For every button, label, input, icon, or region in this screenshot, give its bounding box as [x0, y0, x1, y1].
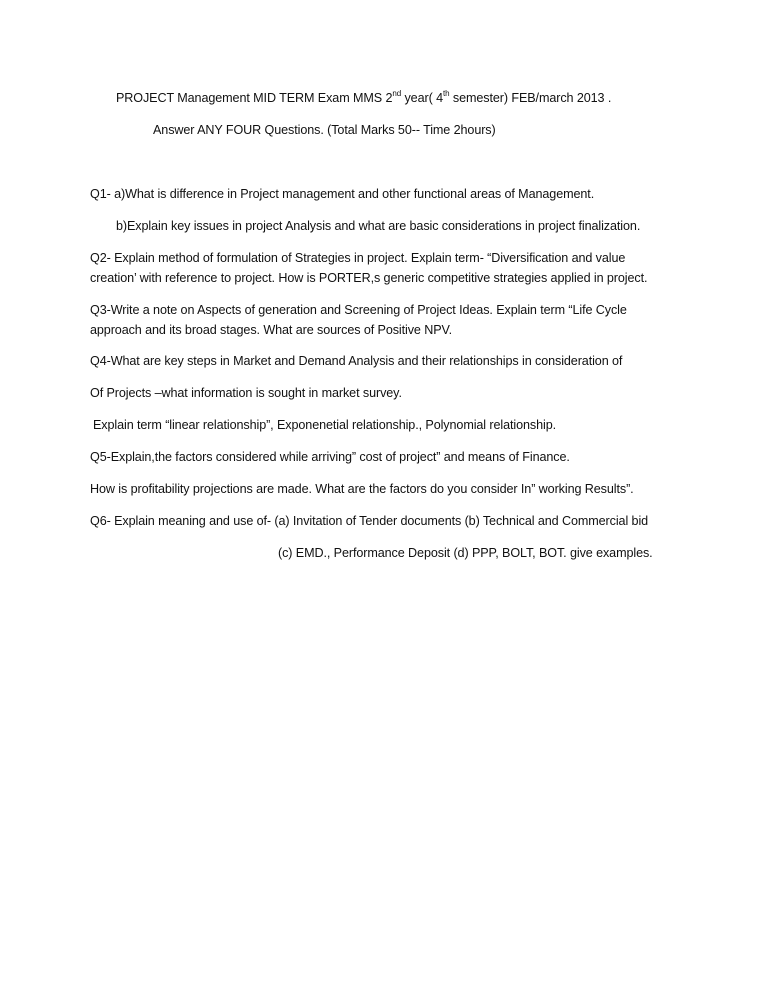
- title-text-2: year( 4: [401, 91, 443, 105]
- title-superscript-2: th: [442, 88, 450, 98]
- question-4-line-2: Of Projects –what information is sought in market survey.: [90, 386, 402, 400]
- exam-instructions: Answer ANY FOUR Questions. (Total Marks 50-- Time 2hours): [153, 123, 496, 137]
- question-4-line-1: Q4-What are key steps in Market and Demand Analysis and their relationships in consideration of: [90, 354, 623, 368]
- exam-title: [116, 90, 611, 106]
- question-5-line-1: Q5-Explain,the factors considered while arriving” cost of project” and means of Finance.: [90, 450, 570, 464]
- question-6-line-2: (c) EMD., Performance Deposit (d) PPP, BOLT, BOT. give examples.: [278, 546, 653, 560]
- title-text-3: semester) FEB/march 2013 .: [449, 91, 612, 105]
- title-superscript-1: nd: [392, 88, 402, 98]
- question-5-line-2: How is profitability projections are made. What are the factors do you consider In” working Results”.: [90, 482, 634, 496]
- question-4-line-3: Explain term “linear relationship”, Exponenetial relationship., Polynomial relationship.: [93, 418, 557, 432]
- question-6-line-1: Q6- Explain meaning and use of- (a) Invitation of Tender documents (b) Technical and Commercial bid: [90, 514, 649, 528]
- question-2-line-1: Q2- Explain method of formulation of Strategies in project. Explain term- “Diversification and value: [90, 251, 626, 265]
- question-2-line-2: creation’ with reference to project. How is PORTER,s generic competitive strategies applied in project.: [90, 271, 648, 285]
- title-text-1: PROJECT Management MID TERM Exam MMS 2: [116, 91, 393, 105]
- question-3-line-1: Q3-Write a note on Aspects of generation and Screening of Project Ideas. Explain term “Life Cycle: [90, 303, 627, 317]
- question-1-part-a: Q1- a)What is difference in Project management and other functional areas of Management.: [90, 187, 595, 201]
- question-3-line-2: approach and its broad stages. What are sources of Positive NPV.: [90, 323, 453, 337]
- question-1-part-b: b)Explain key issues in project Analysis and what are basic considerations in project finalization.: [116, 219, 641, 233]
